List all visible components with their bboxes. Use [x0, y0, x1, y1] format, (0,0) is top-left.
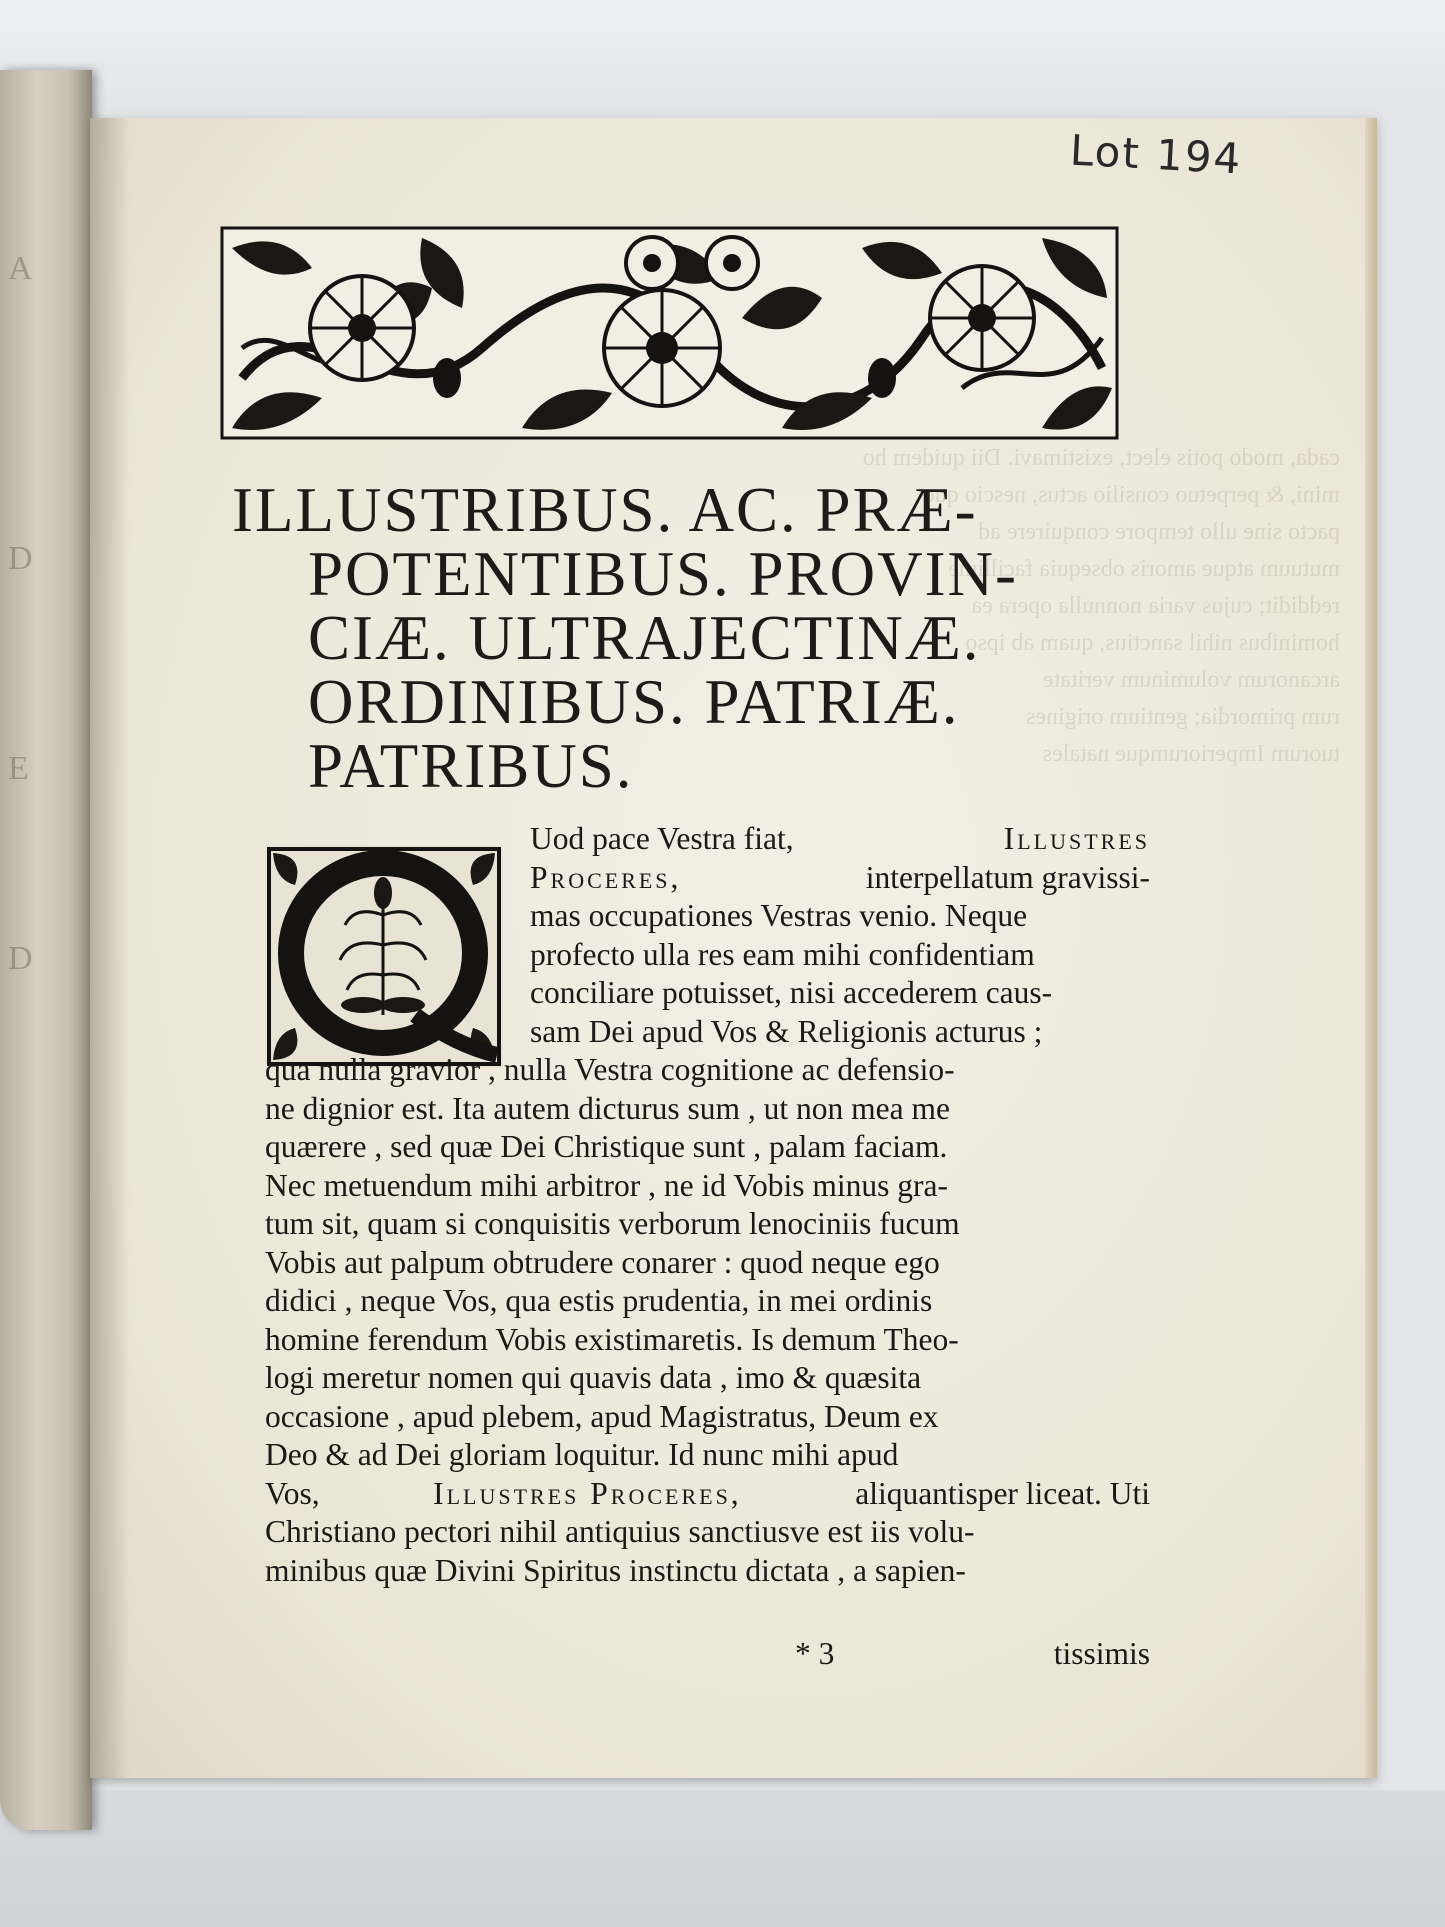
text-line: logi meretur nomen qui quavis data , imo & quæsita — [265, 1360, 922, 1395]
text-line: profecto ulla res eam mihi confidentiam — [530, 936, 1035, 972]
dedication-body — [265, 820, 1150, 1590]
heading-line: ILLUSTRIBUS. AC. PRÆ- — [232, 475, 978, 545]
text-run: Vos, — [265, 1475, 320, 1511]
text-line: qua nulla gravior , nulla Vestra cognitione ac defensio- — [265, 1052, 955, 1087]
heading-line: ORDINIBUS. PATRIÆ. — [308, 667, 960, 737]
text-line: mas occupationes Vestras venio. Neque — [530, 898, 1028, 933]
signature-mark: * 3 — [795, 1636, 835, 1671]
text-line: homine ferendum Vobis existimaretis. Is demum Theo- — [265, 1321, 959, 1357]
background-top — [0, 0, 1445, 120]
text-run: Uod pace Vestra fiat, — [530, 821, 794, 856]
show-through-text: cada, modo potis elect, existimavi. Dii mini, & perpetuo consilio actus, nescio pacto sine ullo tempore conquirere ad mutuum atque amoris obsequia facillime reddidit; cujus varia nonnulla opera ea hominibus nihil sanctius, quam ab ipso arcanorum voluminum veritate rum primordia; gentium origines tuorum Imperiorumque natales — [948, 445, 1340, 767]
floral-headpiece-ornament — [222, 228, 1117, 438]
background-bottom — [0, 1790, 1445, 1927]
text-line — [530, 820, 1150, 859]
text-line: Deo & ad Dei gloriam loquitur. Id nunc mihi apud — [265, 1437, 899, 1472]
heading-line: CIÆ. ULTRAJECTINÆ. — [308, 603, 981, 673]
catchword: tissimis — [1053, 1636, 1150, 1671]
text-line: Christiano pectori nihil antiquius sanctiusve est iis volu- — [265, 1514, 975, 1549]
page-footer — [265, 1636, 1150, 1676]
handwritten-lot-note: Lot 194 — [1068, 125, 1244, 184]
heading-line: PATRIBUS. — [308, 731, 634, 801]
previous-page-edge: A D E D — [0, 70, 92, 1830]
text-line — [530, 859, 1150, 898]
text-line: quærere , sed quæ Dei Christique sunt , palam faciam. — [265, 1129, 948, 1164]
text-line: sam Dei apud Vos & Religionis acturus ; — [530, 1013, 1043, 1049]
page-fore-edge — [1365, 118, 1377, 1778]
text-line: conciliare potuisset, nisi accederem caus- — [530, 975, 1053, 1010]
text-line: minibus quæ Divini Spiritus instinctu dictata , a sapien- — [265, 1552, 966, 1588]
text-line: occasione , apud plebem, apud Magistratus, Deum ex — [265, 1398, 939, 1434]
text-run-smallcaps: Proceres, — [530, 859, 682, 895]
text-run-smallcaps: Illustres — [1003, 821, 1150, 856]
text-run: aliquantisper liceat. Uti — [855, 1475, 1150, 1511]
text-line: ne dignior est. Ita autem dicturus sum , ut non mea me — [265, 1090, 950, 1126]
dedication-heading — [232, 475, 1132, 801]
page-gutter-shadow — [90, 118, 130, 1778]
text-run: interpellatum gravissi- — [865, 859, 1150, 895]
text-line: Vobis aut palpum obtrudere conarer : quod neque ego — [265, 1244, 940, 1280]
text-line: Nec metuendum mihi arbitror , ne id Vobis minus gra- — [265, 1167, 948, 1203]
text-line: didici , neque Vos, qua estis prudentia, in mei ordinis — [265, 1283, 933, 1318]
text-run-smallcaps: Illustres Proceres, — [433, 1475, 742, 1511]
text-line: tum sit, quam si conquisitis verborum lenociniis fucum — [265, 1206, 960, 1241]
text-line — [265, 1475, 1150, 1514]
heading-line: POTENTIBUS. PROVIN- — [308, 539, 1019, 609]
